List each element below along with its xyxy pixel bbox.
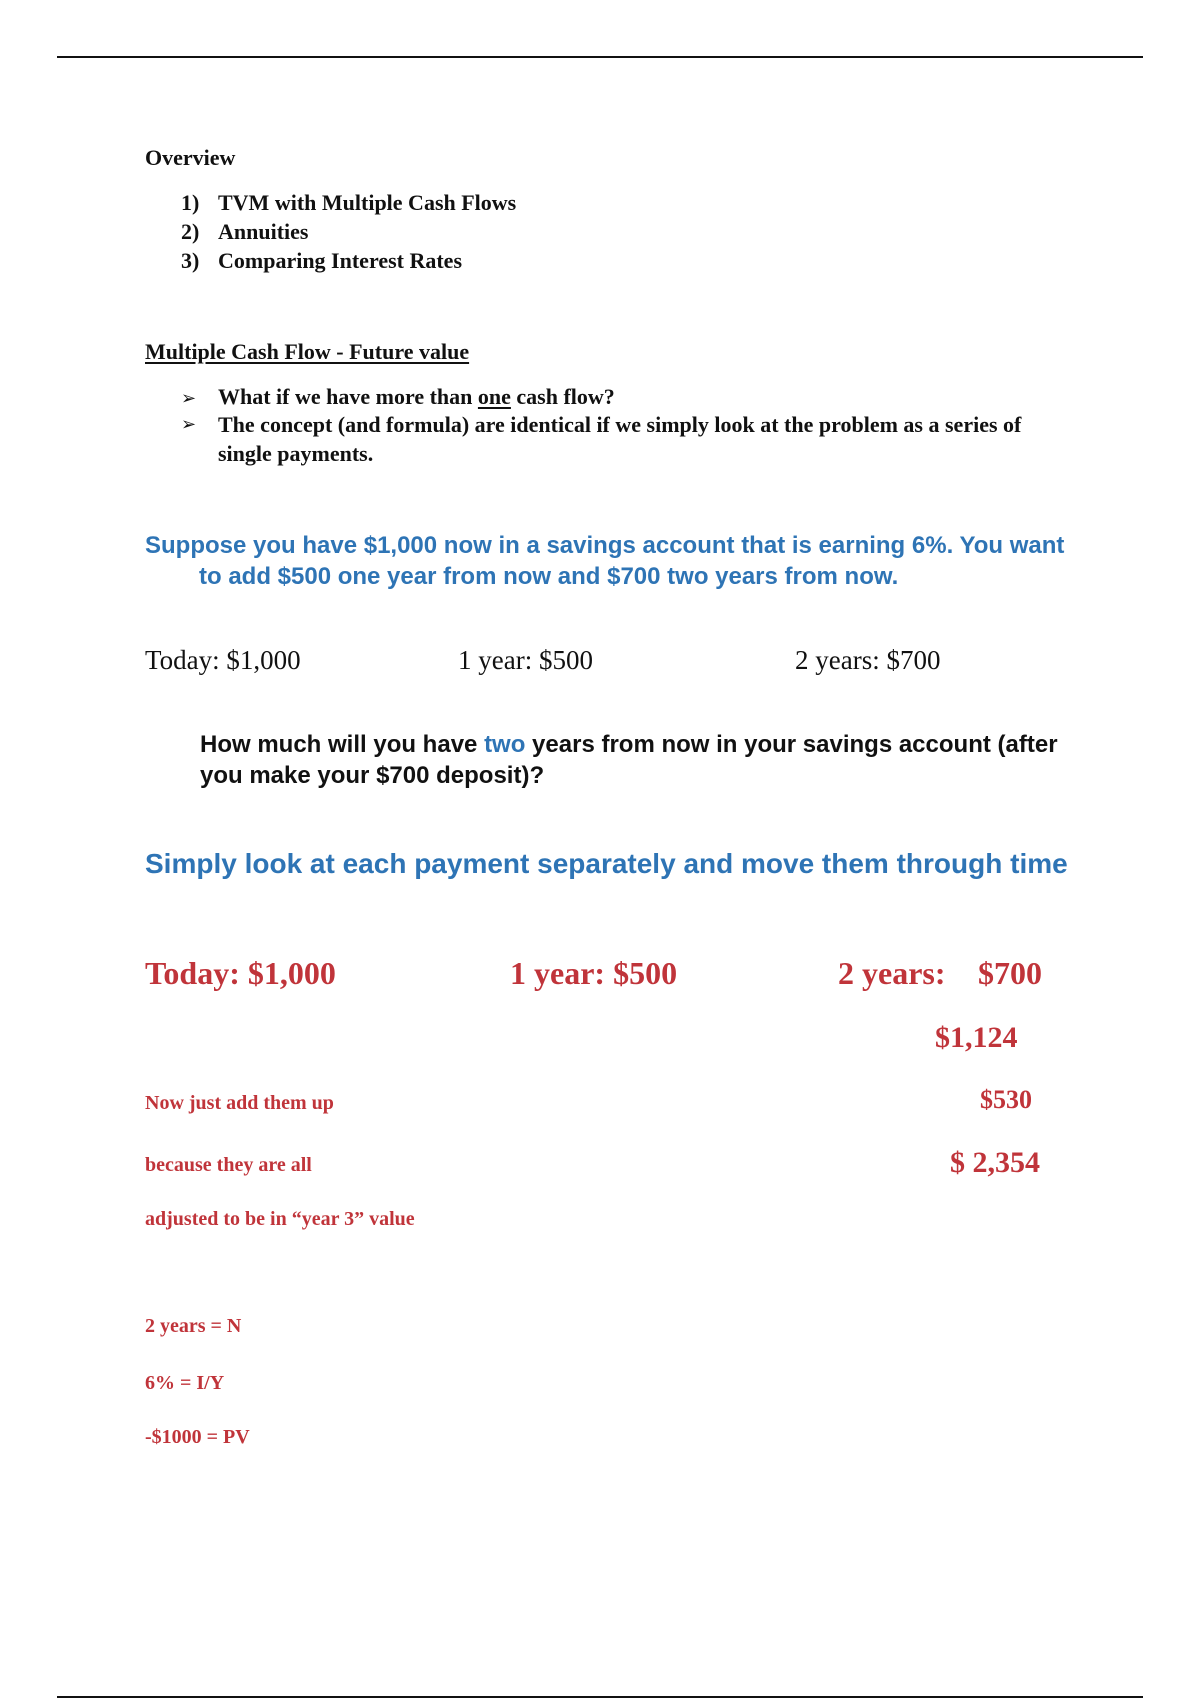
bullet-item bbox=[181, 410, 1081, 468]
section-title: Multiple Cash Flow - Future value bbox=[145, 339, 470, 364]
overview-item bbox=[181, 190, 516, 216]
fv-of-500: $530 bbox=[980, 1085, 1032, 1114]
overview-item-label: TVM with Multiple Cash Flows bbox=[218, 190, 517, 215]
bullet-text-underlined: one bbox=[477, 384, 511, 409]
bullet-text-pre: What if we have more than bbox=[218, 384, 478, 409]
solution-year-2-label: 2 years: bbox=[838, 955, 946, 991]
total-amount: $ 2,354 bbox=[950, 1146, 1040, 1179]
note-line-1: Now just add them up bbox=[145, 1092, 334, 1114]
overview-item-number: 1) bbox=[181, 190, 200, 215]
arrow-bullet-icon: ➢ bbox=[181, 388, 197, 409]
overview-item bbox=[181, 248, 462, 274]
note-line-3: adjusted to be in “year 3” value bbox=[145, 1208, 415, 1230]
timeline-year-2: 2 years: $700 bbox=[795, 645, 941, 675]
arrow-bullet-icon: ➢ bbox=[181, 414, 197, 435]
overview-item-number: 2) bbox=[181, 219, 200, 244]
solution-year-2-value: $700 bbox=[978, 955, 1042, 991]
solution-today: Today: $1,000 bbox=[145, 955, 336, 991]
calc-n: 2 years = N bbox=[145, 1315, 242, 1337]
approach-heading: Simply look at each payment separately and move them through time bbox=[145, 848, 1068, 879]
overview-item-label: Annuities bbox=[218, 219, 309, 244]
scenario-text bbox=[145, 530, 1105, 592]
bottom-rule bbox=[57, 1696, 1143, 1698]
fv-of-1000: $1,124 bbox=[935, 1021, 1018, 1054]
overview-title: Overview bbox=[145, 145, 236, 170]
question-text bbox=[200, 729, 1100, 791]
overview-item-label: Comparing Interest Rates bbox=[218, 248, 463, 273]
top-rule bbox=[57, 56, 1143, 58]
timeline-year-1: 1 year: $500 bbox=[458, 645, 593, 675]
question-post: years from now in your savings account (after you make your $700 deposit)? bbox=[200, 731, 1058, 789]
scenario-line-2: to add $500 one year from now and $700 two years from now. bbox=[199, 563, 899, 590]
scenario-line-1: Suppose you have $1,000 now in a savings account that is earning 6%. You want bbox=[145, 532, 1065, 559]
calc-pv: -$1000 = PV bbox=[145, 1426, 250, 1448]
question-pre: How much will you have bbox=[200, 731, 485, 758]
calc-iy: 6% = I/Y bbox=[145, 1372, 225, 1394]
solution-year-1: 1 year: $500 bbox=[510, 955, 678, 991]
question-highlight: two bbox=[484, 731, 526, 758]
overview-item bbox=[181, 219, 308, 245]
bullet-text: The concept (and formula) are identical if we simply look at the problem as a series of single payments. bbox=[218, 412, 1022, 466]
bullet-item bbox=[181, 384, 615, 410]
timeline-today: Today: $1,000 bbox=[145, 645, 301, 675]
overview-item-number: 3) bbox=[181, 248, 200, 273]
bullet-text-post: cash flow? bbox=[510, 384, 615, 409]
note-line-2: because they are all bbox=[145, 1154, 312, 1176]
